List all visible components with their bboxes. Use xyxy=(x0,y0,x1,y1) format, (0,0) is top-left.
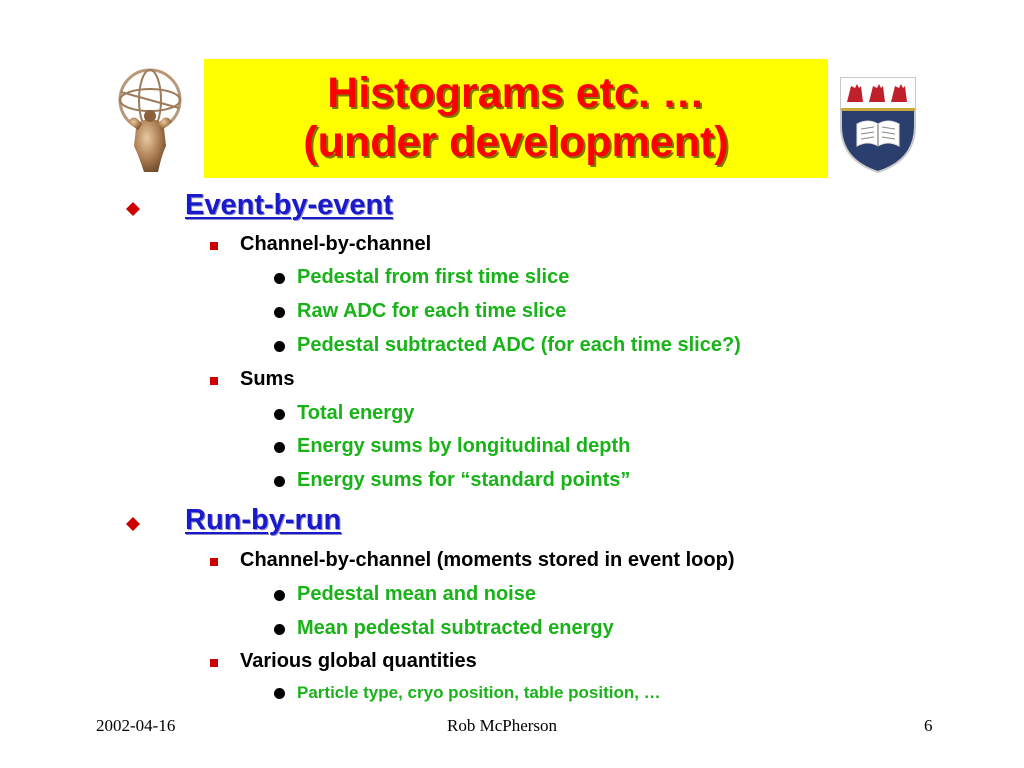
diamond-bullet-icon xyxy=(126,517,140,531)
page-number: 6 xyxy=(924,716,933,735)
round-bullet-icon xyxy=(274,590,285,601)
list-item: Total energy xyxy=(297,402,415,424)
round-bullet-icon xyxy=(274,341,285,352)
square-bullet-icon xyxy=(210,659,218,667)
round-bullet-icon xyxy=(274,688,285,699)
round-bullet-icon xyxy=(274,442,285,453)
group-label: Sums xyxy=(240,368,295,390)
list-item: Pedestal from first time slice xyxy=(297,266,570,288)
round-bullet-icon xyxy=(274,624,285,635)
diamond-bullet-icon xyxy=(126,202,140,216)
round-bullet-icon xyxy=(274,273,285,284)
university-crest-icon xyxy=(837,74,919,174)
slide-title xyxy=(204,59,828,178)
section-heading-event-by-event: Event-by-event xyxy=(185,189,393,221)
list-item: Energy sums for “standard points” xyxy=(297,469,631,491)
group-label: Channel-by-channel (moments stored in event loop) xyxy=(240,549,735,571)
round-bullet-icon xyxy=(274,476,285,487)
square-bullet-icon xyxy=(210,242,218,250)
list-item: Mean pedestal subtracted energy xyxy=(297,617,614,639)
round-bullet-icon xyxy=(274,409,285,420)
section-heading-run-by-run: Run-by-run xyxy=(185,504,342,536)
title-line-2: (under development) xyxy=(303,118,729,166)
atlas-figure-icon xyxy=(108,62,192,174)
round-bullet-icon xyxy=(274,307,285,318)
list-item: Raw ADC for each time slice xyxy=(297,300,567,322)
group-label: Various global quantities xyxy=(240,650,477,672)
square-bullet-icon xyxy=(210,377,218,385)
list-item: Pedestal mean and noise xyxy=(297,583,536,605)
group-label: Channel-by-channel xyxy=(240,233,432,255)
list-item: Pedestal subtracted ADC (for each time slice?) xyxy=(297,334,741,356)
list-item: Particle type, cryo position, table position, … xyxy=(297,683,661,702)
footer-author: Rob McPherson xyxy=(447,716,558,735)
list-item: Energy sums by longitudinal depth xyxy=(297,435,631,457)
footer-date: 2002-04-16 xyxy=(96,716,176,735)
title-line-1: Histograms etc. … xyxy=(327,69,705,117)
square-bullet-icon xyxy=(210,558,218,566)
